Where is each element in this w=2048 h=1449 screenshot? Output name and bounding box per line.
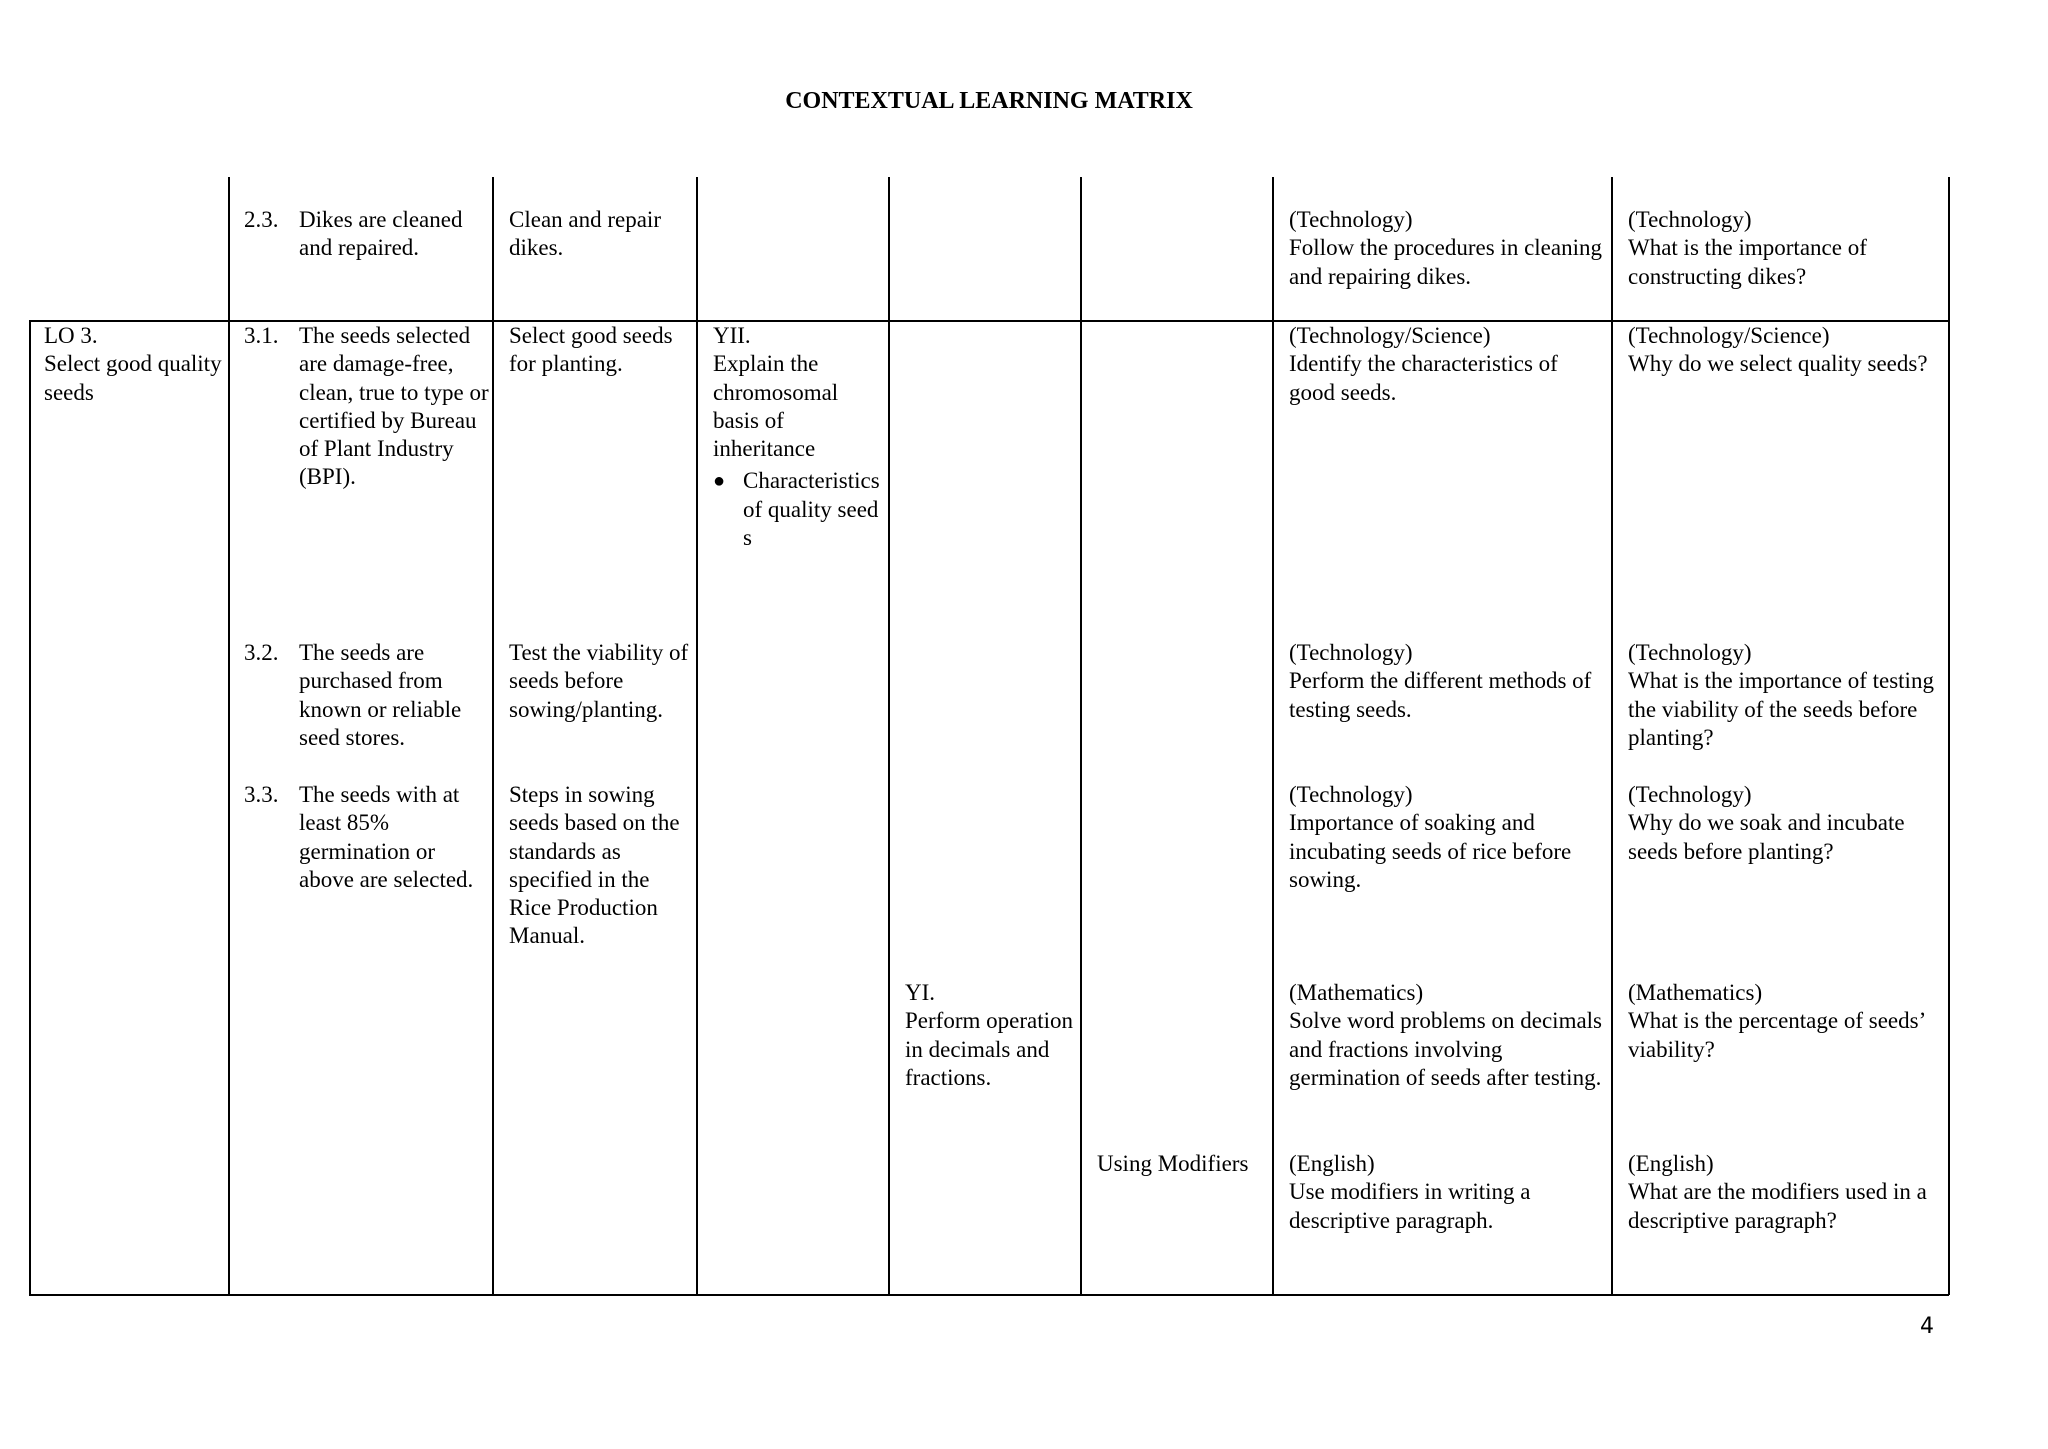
table-border-bottom (29, 1294, 1949, 1296)
content-cell (509, 781, 694, 951)
lesson-subject: (Mathematics) (1289, 980, 1424, 1005)
table-border-left (29, 320, 31, 1295)
english-text: Using Modifiers (1097, 1151, 1249, 1176)
criteria-number: 2.3. (244, 207, 279, 232)
science-competency-cell (713, 322, 885, 552)
science-bullet-item (713, 467, 885, 552)
column-divider (1080, 177, 1082, 1295)
lesson-text: Solve word problems on decimals and fractions involving germination of seeds after testing. (1289, 1008, 1603, 1090)
question-text: Why do we select quality seeds? (1628, 351, 1928, 377)
table-border-right (1948, 177, 1950, 1295)
question-cell (1628, 781, 1943, 866)
question-subject: (Technology/Science) (1628, 323, 1830, 348)
learning-outcome-text: Select good quality seeds (44, 351, 222, 405)
criteria-number: 3.2. (244, 640, 279, 665)
lesson-text: Use modifiers in writing a descriptive paragraph. (1289, 1179, 1531, 1233)
question-subject: (Mathematics) (1628, 980, 1763, 1005)
criteria-cell (244, 322, 489, 492)
question-cell (1628, 979, 1943, 1064)
science-text: Explain the chromosomal basis of inheritance (713, 351, 839, 462)
question-cell (1628, 206, 1943, 291)
criteria-cell (244, 206, 489, 263)
question-text: What is the importance of constructing dikes? (1628, 235, 1867, 289)
math-competency-cell (905, 979, 1077, 1092)
lesson-cell (1289, 639, 1604, 724)
question-cell (1628, 639, 1943, 752)
criteria-text: The seeds with at least 85% germination or above are selected. (299, 782, 474, 892)
criteria-cell (244, 639, 489, 752)
content-cell (509, 639, 694, 724)
lesson-subject: (Technology) (1289, 782, 1413, 807)
math-code: YI. (905, 980, 936, 1005)
page-number: 4 (1920, 1314, 1934, 1339)
lesson-subject: (Technology) (1289, 640, 1413, 665)
column-divider (228, 177, 230, 1295)
learning-matrix-table (29, 177, 1949, 1296)
criteria-cell (244, 781, 489, 894)
criteria-text: Dikes are cleaned and repaired. (299, 207, 463, 261)
science-code: YII. (713, 323, 751, 348)
lesson-cell (1289, 781, 1604, 894)
question-cell (1628, 1150, 1943, 1235)
question-text: What is the importance of testing the viability of the seeds before planting? (1628, 668, 1934, 750)
english-competency-cell (1097, 1150, 1269, 1178)
bullet-icon: ● (713, 470, 726, 493)
question-subject: (Technology) (1628, 782, 1752, 807)
lesson-cell (1289, 206, 1604, 291)
content-text: Test the viability of seeds before sowing/planting. (509, 640, 689, 722)
content-text: Clean and repair dikes. (509, 207, 661, 261)
question-text: What are the modifiers used in a descriptive paragraph? (1628, 1179, 1927, 1233)
question-text: Why do we soak and incubate seeds before planting? (1628, 810, 1905, 864)
content-cell (509, 206, 694, 263)
learning-outcome-cell (44, 322, 224, 407)
question-text: What is the percentage of seeds’ viability? (1628, 1008, 1925, 1062)
content-text: Steps in sowing seeds based on the standards as specified in the Rice Production Manual. (509, 782, 680, 949)
content-text: Select good seeds for planting. (509, 323, 673, 377)
lesson-text: Importance of soaking and incubating seeds of rice before sowing. (1289, 810, 1572, 892)
science-bullet-text: Characteristics of quality seeds (743, 468, 880, 551)
lesson-text: Identify the characteristics of good seeds. (1289, 351, 1558, 405)
question-cell (1628, 322, 1943, 379)
column-divider (696, 177, 698, 1295)
criteria-text: The seeds are purchased from known or reliable seed stores. (299, 640, 462, 750)
column-divider (1611, 177, 1613, 1295)
lesson-subject: (Technology/Science) (1289, 323, 1491, 348)
question-subject: (Technology) (1628, 207, 1752, 232)
lesson-cell (1289, 979, 1604, 1092)
lesson-cell (1289, 322, 1604, 407)
lesson-text: Perform the different methods of testing seeds. (1289, 668, 1592, 722)
column-divider (1272, 177, 1274, 1295)
column-divider (492, 177, 494, 1295)
criteria-number: 3.3. (244, 782, 279, 807)
page-title: CONTEXTUAL LEARNING MATRIX (785, 88, 1193, 114)
math-text: Perform operation in decimals and fractions. (905, 1008, 1073, 1090)
criteria-number: 3.1. (244, 323, 279, 348)
lesson-text: Follow the procedures in cleaning and repairing dikes. (1289, 235, 1602, 289)
column-divider (888, 177, 890, 1295)
content-cell (509, 322, 694, 379)
question-subject: (English) (1628, 1151, 1714, 1176)
learning-outcome-code: LO 3. (44, 323, 98, 348)
criteria-text: The seeds selected are damage-free, clean, true to type or certified by Bureau of Plant Industry (BPI). (299, 323, 489, 490)
lesson-cell (1289, 1150, 1604, 1235)
lesson-subject: (Technology) (1289, 207, 1413, 232)
lesson-subject: (English) (1289, 1151, 1375, 1176)
question-subject: (Technology) (1628, 640, 1752, 665)
